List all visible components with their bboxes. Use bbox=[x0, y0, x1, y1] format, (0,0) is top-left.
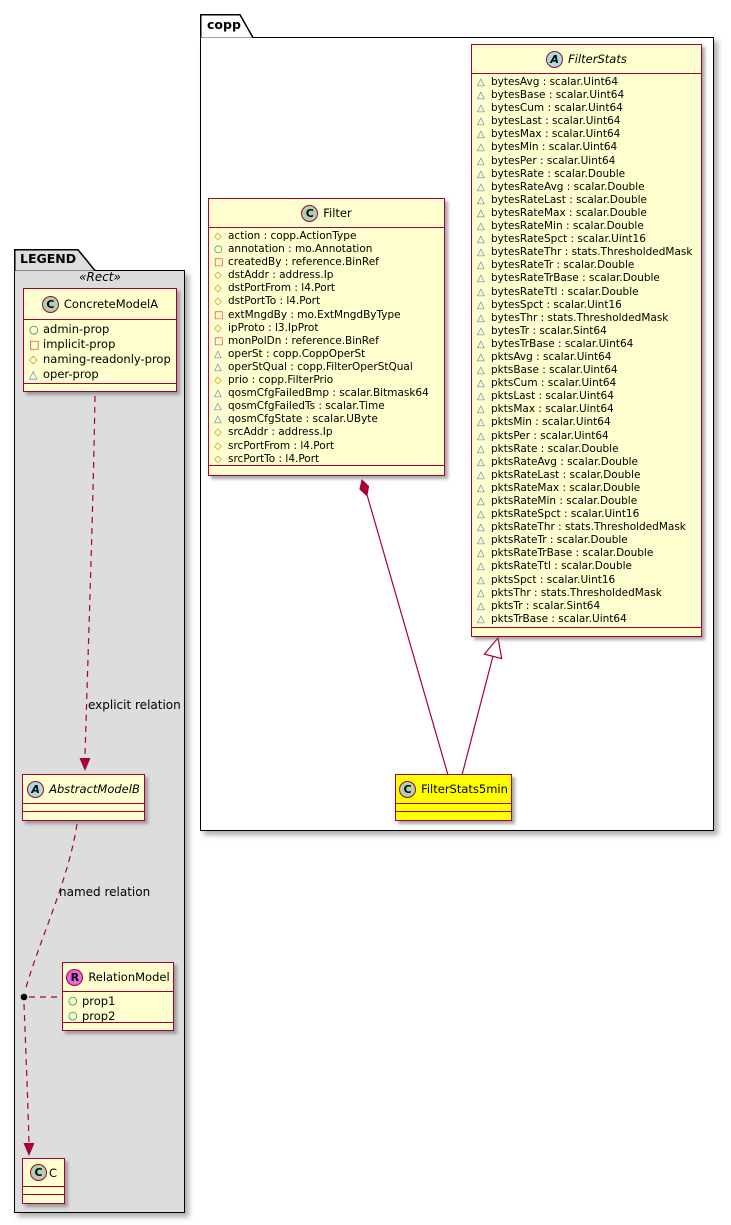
attribute-label: pktsPer : scalar.Uint64 bbox=[491, 429, 609, 442]
triangle-prop-icon: △ bbox=[477, 378, 485, 390]
triangle-prop-icon: △ bbox=[477, 587, 485, 599]
attribute-row bbox=[214, 243, 444, 256]
attribute-row bbox=[68, 1009, 173, 1023]
class-filterstats-header bbox=[472, 45, 701, 73]
attribute-row bbox=[477, 521, 701, 534]
triangle-prop-icon: △ bbox=[477, 338, 485, 350]
triangle-prop-icon: △ bbox=[477, 613, 485, 625]
attribute-label: bytesLast : scalar.Uint64 bbox=[491, 115, 621, 128]
class-filter-methods-empty bbox=[209, 465, 444, 475]
class-filterstats bbox=[471, 44, 702, 637]
stereotype-rect: «Rect» bbox=[79, 270, 121, 284]
class-abstractmodelb-attrs-empty bbox=[23, 803, 144, 811]
attribute-label: extMngdBy : mo.ExtMngdByType bbox=[228, 308, 401, 321]
attribute-label: pktsRateTr : scalar.Double bbox=[491, 534, 628, 547]
triangle-prop-icon: △ bbox=[477, 90, 485, 102]
square-prop-icon: □ bbox=[29, 338, 40, 351]
attribute-label: bytesRateTrBase : scalar.Double bbox=[491, 272, 660, 285]
class-c-header bbox=[23, 1159, 64, 1186]
class-relationmodel-attributes bbox=[63, 991, 173, 1022]
triangle-prop-icon: △ bbox=[214, 401, 222, 413]
class-filterstats5min-attrs-empty bbox=[396, 803, 511, 811]
triangle-prop-icon: △ bbox=[477, 312, 485, 324]
attribute-label: bytesBase : scalar.Uint64 bbox=[491, 89, 625, 102]
triangle-prop-icon: △ bbox=[477, 273, 485, 285]
triangle-prop-icon: △ bbox=[477, 574, 485, 586]
attribute-row bbox=[477, 259, 701, 272]
square-prop-icon: □ bbox=[214, 257, 224, 269]
attribute-label: srcPortTo : l4.Port bbox=[228, 452, 320, 465]
attribute-label: bytesMax : scalar.Uint64 bbox=[491, 128, 621, 141]
triangle-prop-icon: △ bbox=[477, 561, 485, 573]
attribute-label: pktsMax : scalar.Uint64 bbox=[491, 403, 614, 416]
triangle-prop-icon: △ bbox=[29, 368, 38, 381]
attribute-label: bytesTrBase : scalar.Uint64 bbox=[491, 337, 634, 350]
class-concretemodela bbox=[23, 288, 177, 392]
attribute-row bbox=[214, 282, 444, 295]
attribute-label: bytesCum : scalar.Uint64 bbox=[491, 102, 623, 115]
attribute-row bbox=[477, 246, 701, 259]
attribute-row bbox=[477, 469, 701, 482]
class-spot-icon: C bbox=[42, 296, 59, 313]
attribute-row bbox=[477, 560, 701, 573]
attribute-label: qosmCfgFailedBmp : scalar.Bitmask64 bbox=[228, 387, 429, 400]
triangle-prop-icon: △ bbox=[477, 548, 485, 560]
triangle-prop-icon: △ bbox=[477, 221, 485, 233]
triangle-prop-icon: △ bbox=[477, 247, 485, 259]
attribute-label: naming-readonly-prop bbox=[43, 352, 171, 366]
attribute-row bbox=[477, 168, 701, 181]
package-copp-title: copp bbox=[207, 17, 241, 32]
diamond-prop-icon: ◇ bbox=[29, 353, 38, 366]
attribute-label: qosmCfgFailedTs : scalar.Time bbox=[228, 400, 385, 413]
explicit-relation-label: explicit relation bbox=[88, 698, 181, 712]
attribute-row bbox=[214, 387, 444, 400]
attribute-row bbox=[477, 233, 701, 246]
triangle-prop-icon: △ bbox=[477, 391, 485, 403]
attribute-row bbox=[477, 587, 701, 600]
attribute-label: pktsCum : scalar.Uint64 bbox=[491, 377, 617, 390]
class-c-methods-empty bbox=[23, 1194, 64, 1203]
attribute-label: pktsSpct : scalar.Uint16 bbox=[491, 573, 616, 586]
attribute-row bbox=[477, 155, 701, 168]
attribute-row bbox=[477, 495, 701, 508]
class-filterstats-attributes bbox=[472, 73, 701, 627]
triangle-prop-icon: △ bbox=[477, 142, 485, 154]
attribute-label: pktsTrBase : scalar.Uint64 bbox=[491, 612, 627, 625]
triangle-prop-icon: △ bbox=[477, 351, 485, 363]
attribute-label: bytesMin : scalar.Uint64 bbox=[491, 141, 618, 154]
attribute-label: pktsRateMin : scalar.Double bbox=[491, 495, 638, 507]
attribute-label: pktsRateTrBase : scalar.Double bbox=[491, 547, 654, 560]
attribute-row bbox=[477, 443, 701, 456]
attribute-label: bytesTr : scalar.Sint64 bbox=[491, 324, 607, 337]
attribute-label: pktsRateLast : scalar.Double bbox=[491, 468, 641, 481]
class-c-name: C bbox=[48, 1165, 58, 1180]
diamond-prop-icon: ◇ bbox=[214, 270, 222, 282]
attribute-label: monPolDn : reference.BinRef bbox=[228, 334, 379, 347]
attribute-row bbox=[477, 102, 701, 115]
class-filter-header bbox=[209, 199, 444, 227]
diamond-prop-icon: ◇ bbox=[214, 440, 222, 452]
triangle-prop-icon: △ bbox=[477, 522, 485, 534]
attribute-label: bytesRateLast : scalar.Double bbox=[491, 193, 648, 206]
attribute-label: bytesAvg : scalar.Uint64 bbox=[491, 76, 619, 88]
attribute-row bbox=[214, 322, 444, 335]
attribute-label: bytesThr : stats.ThresholdedMask bbox=[491, 311, 669, 324]
attribute-row bbox=[477, 574, 701, 587]
class-abstractmodelb-methods-empty bbox=[23, 811, 144, 820]
triangle-prop-icon: △ bbox=[477, 325, 485, 337]
attribute-row bbox=[214, 335, 444, 348]
triangle-prop-icon: △ bbox=[477, 194, 485, 206]
attribute-row bbox=[29, 352, 176, 367]
attribute-row bbox=[477, 390, 701, 403]
attribute-label: bytesRateMin : scalar.Double bbox=[491, 220, 644, 233]
triangle-prop-icon: △ bbox=[214, 361, 222, 373]
attribute-label: bytesRateThr : stats.ThresholdedMask bbox=[491, 246, 693, 259]
attribute-row bbox=[477, 508, 701, 521]
attribute-row bbox=[477, 351, 701, 364]
attribute-label: pktsBase : scalar.Uint64 bbox=[491, 364, 618, 377]
triangle-prop-icon: △ bbox=[477, 181, 485, 193]
class-relationmodel-header bbox=[63, 963, 173, 991]
attribute-row bbox=[214, 413, 444, 426]
attribute-row bbox=[477, 482, 701, 495]
attribute-label: bytesRateAvg : scalar.Double bbox=[491, 180, 645, 193]
attribute-row bbox=[214, 426, 444, 439]
attribute-row bbox=[477, 128, 701, 141]
attribute-row bbox=[477, 220, 701, 233]
attribute-row bbox=[477, 613, 701, 626]
attribute-row bbox=[214, 269, 444, 282]
attribute-row bbox=[477, 115, 701, 128]
attribute-row bbox=[214, 400, 444, 413]
attribute-row bbox=[477, 299, 701, 312]
triangle-prop-icon: △ bbox=[477, 77, 485, 88]
class-concretemodela-header bbox=[24, 289, 176, 319]
class-filterstats5min bbox=[395, 774, 512, 821]
attribute-label: bytesPer : scalar.Uint64 bbox=[491, 154, 616, 167]
triangle-prop-icon: △ bbox=[477, 155, 485, 167]
class-filter-attributes bbox=[209, 227, 444, 465]
attribute-label: pktsRateAvg : scalar.Double bbox=[491, 455, 638, 468]
triangle-prop-icon: △ bbox=[477, 404, 485, 416]
triangle-prop-icon: △ bbox=[477, 168, 485, 180]
diamond-prop-icon: ◇ bbox=[214, 231, 222, 242]
package-legend-title: LEGEND bbox=[20, 251, 77, 266]
attribute-label: pktsRateSpct : scalar.Uint16 bbox=[491, 508, 640, 521]
attribute-row bbox=[214, 348, 444, 361]
triangle-prop-icon: △ bbox=[477, 260, 485, 272]
class-abstractmodelb-header bbox=[23, 775, 144, 803]
triangle-prop-icon: △ bbox=[477, 443, 485, 455]
attribute-row bbox=[214, 295, 444, 308]
diamond-prop-icon: ◇ bbox=[214, 296, 222, 308]
triangle-prop-icon: △ bbox=[477, 417, 485, 429]
package-legend bbox=[14, 270, 185, 1213]
attribute-label: pktsLast : scalar.Uint64 bbox=[491, 390, 614, 403]
attribute-row bbox=[477, 377, 701, 390]
attribute-label: annotation : mo.Annotation bbox=[228, 243, 373, 256]
class-c bbox=[22, 1158, 65, 1204]
attribute-label: pktsMin : scalar.Uint64 bbox=[491, 416, 611, 429]
circle-prop-icon: ○ bbox=[68, 994, 78, 1007]
class-spot-icon: C bbox=[30, 1164, 47, 1181]
diamond-prop-icon: ◇ bbox=[214, 427, 222, 439]
class-c-attrs-empty bbox=[23, 1186, 64, 1194]
attribute-row bbox=[477, 416, 701, 429]
attribute-label: bytesRateMax : scalar.Double bbox=[491, 206, 647, 219]
attribute-row bbox=[214, 453, 444, 465]
triangle-prop-icon: △ bbox=[477, 129, 485, 141]
diamond-prop-icon: ◇ bbox=[214, 322, 222, 334]
attribute-label: qosmCfgState : scalar.UByte bbox=[228, 413, 378, 426]
attribute-row bbox=[477, 76, 701, 89]
attribute-label: pktsThr : stats.ThresholdedMask bbox=[491, 586, 662, 599]
attribute-row bbox=[477, 194, 701, 207]
triangle-prop-icon: △ bbox=[477, 509, 485, 521]
attribute-label: operSt : copp.CoppOperSt bbox=[228, 347, 366, 360]
attribute-row bbox=[477, 547, 701, 560]
attribute-label: dstPortFrom : l4.Port bbox=[228, 282, 336, 295]
attribute-row bbox=[477, 325, 701, 338]
attribute-row bbox=[214, 309, 444, 322]
triangle-prop-icon: △ bbox=[214, 414, 222, 426]
class-abstractmodelb-name: AbstractModelB bbox=[49, 782, 140, 796]
class-spot-icon: C bbox=[399, 781, 416, 798]
abstract-spot-icon: A bbox=[27, 781, 44, 798]
attribute-label: dstAddr : address.Ip bbox=[228, 269, 334, 282]
attribute-label: implicit-prop bbox=[43, 337, 116, 351]
attribute-row bbox=[477, 272, 701, 285]
attribute-label: pktsRateTtl : scalar.Double bbox=[491, 560, 632, 573]
attribute-row bbox=[477, 456, 701, 469]
attribute-row bbox=[68, 994, 173, 1009]
attribute-label: prop2 bbox=[82, 1008, 116, 1022]
class-relationmodel-name: RelationModel bbox=[88, 970, 170, 984]
circle-prop-icon: ○ bbox=[29, 323, 39, 336]
attribute-label: createdBy : reference.BinRef bbox=[228, 256, 379, 269]
triangle-prop-icon: △ bbox=[477, 482, 485, 494]
attribute-label: bytesRate : scalar.Double bbox=[491, 167, 626, 180]
attribute-label: srcPortFrom : l4.Port bbox=[228, 439, 335, 452]
triangle-prop-icon: △ bbox=[477, 600, 485, 612]
attribute-row bbox=[477, 403, 701, 416]
attribute-row bbox=[477, 207, 701, 220]
triangle-prop-icon: △ bbox=[477, 207, 485, 219]
attribute-label: operStQual : copp.FilterOperStQual bbox=[228, 360, 413, 373]
class-abstractmodelb bbox=[22, 774, 145, 821]
attribute-label: pktsAvg : scalar.Uint64 bbox=[491, 350, 612, 363]
triangle-prop-icon: △ bbox=[477, 365, 485, 377]
attribute-label: bytesRateTr : scalar.Double bbox=[491, 259, 635, 272]
attribute-row bbox=[477, 364, 701, 377]
attribute-row bbox=[29, 367, 176, 382]
attribute-row bbox=[477, 430, 701, 443]
attribute-label: srcAddr : address.Ip bbox=[228, 426, 333, 439]
class-filterstats-name: FilterStats bbox=[568, 52, 627, 66]
class-filter bbox=[208, 198, 445, 476]
attribute-row bbox=[477, 141, 701, 154]
attribute-row bbox=[477, 338, 701, 351]
class-spot-icon: C bbox=[301, 205, 318, 222]
triangle-prop-icon: △ bbox=[477, 535, 485, 547]
attribute-label: bytesRateSpct : scalar.Uint16 bbox=[491, 233, 646, 246]
square-prop-icon: □ bbox=[214, 309, 224, 321]
attribute-row bbox=[214, 256, 444, 269]
class-filterstats-methods-empty bbox=[472, 627, 701, 636]
triangle-prop-icon: △ bbox=[477, 103, 485, 115]
attribute-label: pktsRateThr : stats.ThresholdedMask bbox=[491, 521, 686, 534]
attribute-label: action : copp.ActionType bbox=[228, 230, 357, 242]
attribute-row bbox=[477, 600, 701, 613]
attribute-label: oper-prop bbox=[43, 367, 99, 381]
attribute-row bbox=[29, 322, 176, 337]
attribute-row bbox=[214, 440, 444, 453]
attribute-row bbox=[29, 337, 176, 352]
class-concretemodela-name: ConcreteModelA bbox=[63, 297, 159, 311]
attribute-label: dstPortTo : l4.Port bbox=[228, 295, 321, 308]
attribute-label: pktsRate : scalar.Double bbox=[491, 442, 619, 455]
attribute-label: ipProto : l3.IpProt bbox=[228, 321, 319, 334]
triangle-prop-icon: △ bbox=[477, 299, 485, 311]
attribute-label: admin-prop bbox=[43, 322, 110, 336]
attribute-row bbox=[477, 534, 701, 547]
triangle-prop-icon: △ bbox=[214, 348, 222, 360]
named-relation-label: named relation bbox=[59, 885, 151, 899]
attribute-row bbox=[477, 312, 701, 325]
triangle-prop-icon: △ bbox=[477, 116, 485, 128]
class-concretemodela-methods-empty bbox=[24, 383, 176, 391]
triangle-prop-icon: △ bbox=[477, 456, 485, 468]
diamond-prop-icon: ◇ bbox=[214, 283, 222, 295]
class-relationmodel bbox=[62, 962, 174, 1031]
attribute-row bbox=[477, 89, 701, 102]
triangle-prop-icon: △ bbox=[214, 388, 222, 400]
class-filter-name: Filter bbox=[323, 206, 352, 220]
diamond-prop-icon: ◇ bbox=[214, 375, 222, 387]
attribute-label: bytesRateTtl : scalar.Double bbox=[491, 285, 639, 298]
attribute-row bbox=[214, 230, 444, 243]
class-filterstats5min-header bbox=[396, 775, 511, 803]
attribute-label: pktsTr : scalar.Sint64 bbox=[491, 599, 601, 612]
attribute-row bbox=[477, 286, 701, 299]
class-filterstats5min-name: FilterStats5min bbox=[421, 782, 508, 796]
attribute-label: prio : copp.FilterPrio bbox=[228, 374, 334, 387]
class-filterstats5min-methods-empty bbox=[396, 811, 511, 820]
attribute-row bbox=[477, 181, 701, 194]
abstract-spot-icon: A bbox=[546, 51, 563, 68]
relation-spot-icon: R bbox=[66, 969, 83, 986]
triangle-prop-icon: △ bbox=[477, 286, 485, 298]
attribute-label: bytesSpct : scalar.Uint16 bbox=[491, 298, 622, 311]
circle-prop-icon: ○ bbox=[214, 244, 223, 256]
class-relationmodel-methods-empty bbox=[63, 1022, 173, 1030]
triangle-prop-icon: △ bbox=[477, 234, 485, 246]
attribute-row bbox=[214, 361, 444, 374]
diamond-prop-icon: ◇ bbox=[214, 453, 222, 465]
class-concretemodela-attributes bbox=[24, 319, 176, 383]
triangle-prop-icon: △ bbox=[477, 469, 485, 481]
circle-prop-icon: ○ bbox=[68, 1008, 78, 1022]
triangle-prop-icon: △ bbox=[477, 496, 485, 507]
attribute-label: prop1 bbox=[82, 994, 116, 1008]
attribute-label: pktsRateMax : scalar.Double bbox=[491, 481, 641, 494]
triangle-prop-icon: △ bbox=[477, 430, 485, 442]
square-prop-icon: □ bbox=[214, 335, 224, 347]
attribute-row bbox=[214, 374, 444, 387]
